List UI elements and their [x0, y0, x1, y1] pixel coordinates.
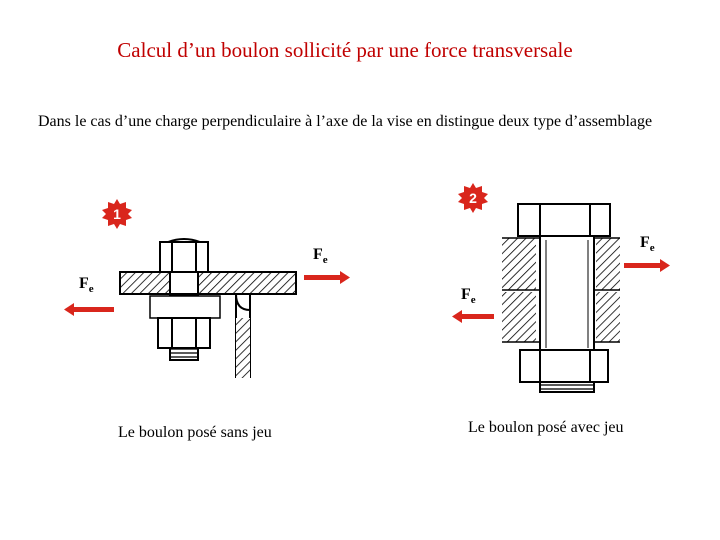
arrow-fig1-right — [304, 275, 342, 280]
force-label-fig2-left: $F_e$ — [461, 286, 476, 306]
bolt-drawing-no-play — [120, 239, 296, 378]
page-title: Calcul d’un boulon sollicité par une force transversale — [117, 38, 573, 62]
force-label-fig1-right: $F_e$ — [313, 246, 328, 266]
caption-with-play: Le boulon posé avec jeu — [468, 419, 624, 436]
bolt-drawing-with-play — [502, 204, 620, 392]
arrow-fig1-left — [72, 307, 114, 312]
force-label-fig2-right: $F_e$ — [640, 234, 655, 254]
figure-2-badge: 2 — [458, 183, 488, 213]
arrow-fig2-left — [460, 314, 494, 319]
intro-paragraph: Dans le cas d’une charge perpendiculaire à l’axe de la vise en distingue deux type d’assemblage — [38, 113, 653, 130]
caption-no-play: Le boulon posé sans jeu — [118, 424, 272, 441]
force-label-fig1-left: $F_e$ — [79, 275, 94, 295]
arrow-fig2-right — [624, 263, 662, 268]
figure-1-badge: 1 — [102, 199, 132, 229]
